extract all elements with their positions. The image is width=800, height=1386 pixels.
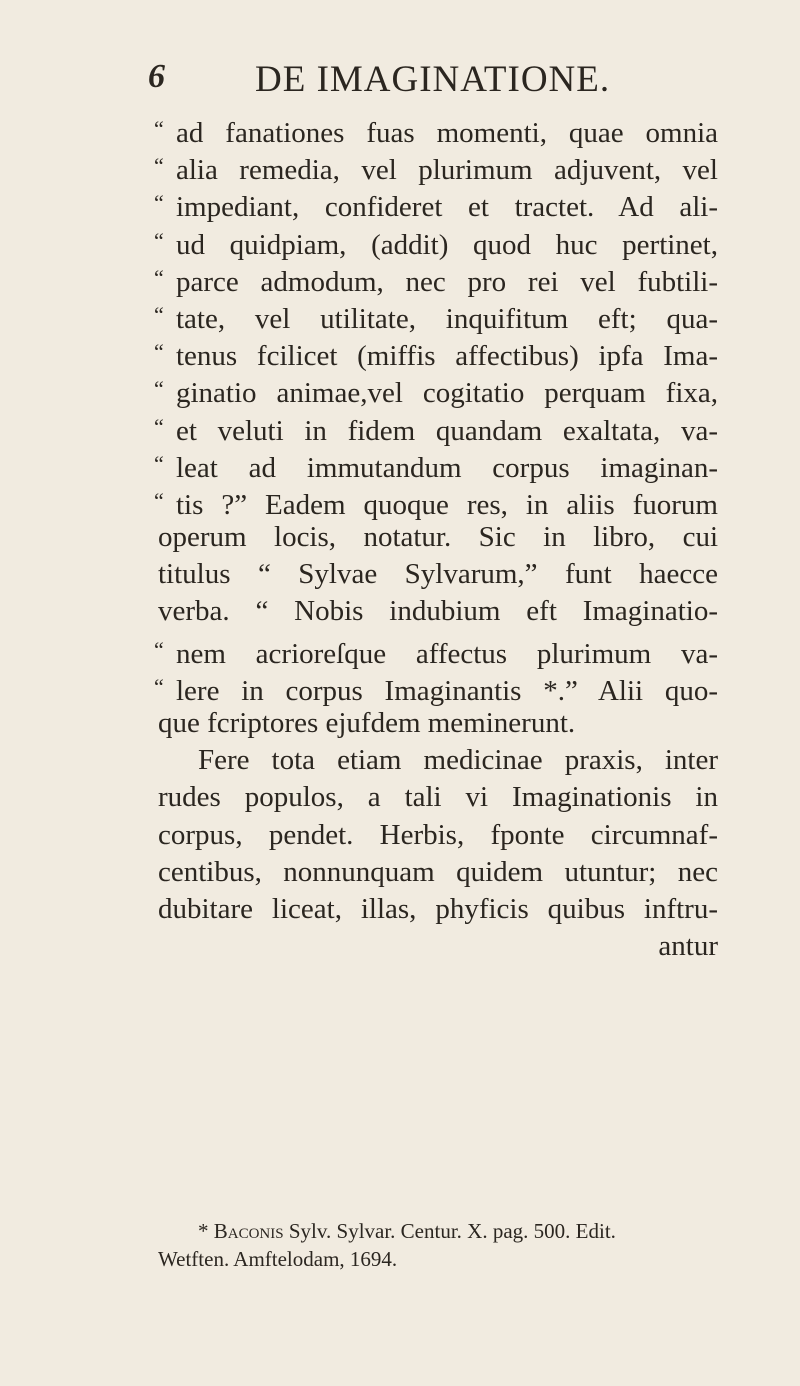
line-text: verba. “ Nobis indubium eft Imaginatio- [158, 595, 718, 628]
quote-mark: “ [154, 673, 164, 699]
text-line [154, 296, 718, 335]
text-line [154, 668, 718, 707]
footnote-line-2: Wetften. Amftelodam, 1694. [158, 1247, 398, 1271]
line-text: ginatio animae,vel cogitatio perquam fixa, [176, 377, 718, 410]
line-text: leat ad immutandum corpus imaginan- [176, 451, 718, 484]
text-line [158, 705, 718, 742]
line-text: corpus, pendet. Herbis, fponte circumnaf- [158, 818, 718, 851]
line-text: et veluti in fidem quandam exaltata, va- [176, 414, 718, 447]
text-line [154, 408, 718, 447]
line-text: titulus “ Sylvae Sylvarum,” funt haecce [158, 558, 718, 591]
line-text: tis ?” Eadem quoque res, in aliis fuorum [176, 488, 718, 521]
text-line [158, 891, 718, 928]
text-line [158, 817, 718, 854]
quote-mark: “ [154, 413, 164, 439]
text-line [154, 333, 718, 373]
text-line [154, 147, 718, 187]
quote-mark: “ [154, 339, 164, 365]
line-text: dubitare liceat, illas, phyficis quibus inftru- [158, 892, 718, 925]
text-line [158, 519, 718, 556]
quote-mark: “ [154, 376, 164, 402]
quote-mark: “ [154, 450, 164, 476]
text-line [154, 445, 718, 484]
line-text: tate, vel utilitate, inquifitum eft; qua- [176, 302, 718, 335]
line-text: alia remedia, vel plurimum adjuvent, vel [176, 154, 718, 187]
page-header [0, 58, 800, 108]
line-text: centibus, nonnunquam quidem utuntur; nec [158, 855, 718, 888]
line-text: impediant, confideret et tractet. Ad ali- [176, 191, 718, 224]
line-text: operum locis, notatur. Sic in libro, cui [158, 521, 718, 554]
footnote-citation: Sylv. Sylvar. Centur. X. pag. 500. Edit. [288, 1219, 616, 1243]
running-title: DE IMAGINATIONE. [255, 59, 611, 100]
text-line [154, 370, 718, 410]
footnote [158, 1217, 718, 1273]
quote-mark: “ [154, 190, 164, 216]
footnote-line-1 [158, 1217, 718, 1245]
quote-mark: “ [154, 227, 164, 253]
text-line [154, 259, 718, 298]
text-line [158, 928, 718, 965]
line-text: que fcriptores ejufdem meminerunt. [158, 707, 576, 739]
text-line [154, 631, 718, 670]
line-text: ad fanationes fuas momenti, quae omnia [176, 117, 718, 149]
quote-mark: “ [154, 636, 164, 662]
text-line [158, 556, 718, 593]
text-line [158, 593, 718, 630]
text-line [154, 110, 718, 149]
line-text: rudes populos, a tali vi Imaginationis in [158, 781, 718, 814]
text-line [154, 222, 718, 261]
quote-mark: “ [154, 153, 164, 179]
line-text: antur [658, 930, 718, 963]
line-text: ud quidpiam, (addit) quod huc pertinet, [176, 228, 718, 261]
text-line [154, 184, 718, 224]
quote-mark: “ [154, 301, 164, 327]
text-line [158, 779, 718, 816]
page-number: 6 [148, 58, 166, 95]
line-text: tenus fcilicet (miffis affectibus) ipfa Ima- [176, 340, 718, 373]
line-text: Fere tota etiam medicinae praxis, inter [198, 744, 718, 777]
footnote-marker: * [198, 1219, 209, 1243]
quote-mark: “ [154, 487, 164, 513]
quote-mark: “ [154, 264, 164, 290]
line-text: nem acrioreſque affectus plurimum va- [176, 637, 718, 670]
quote-mark: “ [154, 116, 164, 141]
text-line [158, 854, 718, 891]
footnote-author: Baconis [213, 1219, 284, 1243]
line-text: lere in corpus Imaginantis *.” Alii quo- [176, 674, 718, 707]
text-line [158, 742, 718, 779]
body-text [154, 110, 718, 965]
text-line [154, 482, 718, 521]
line-text: parce admodum, nec pro rei vel fubtili- [176, 265, 718, 298]
